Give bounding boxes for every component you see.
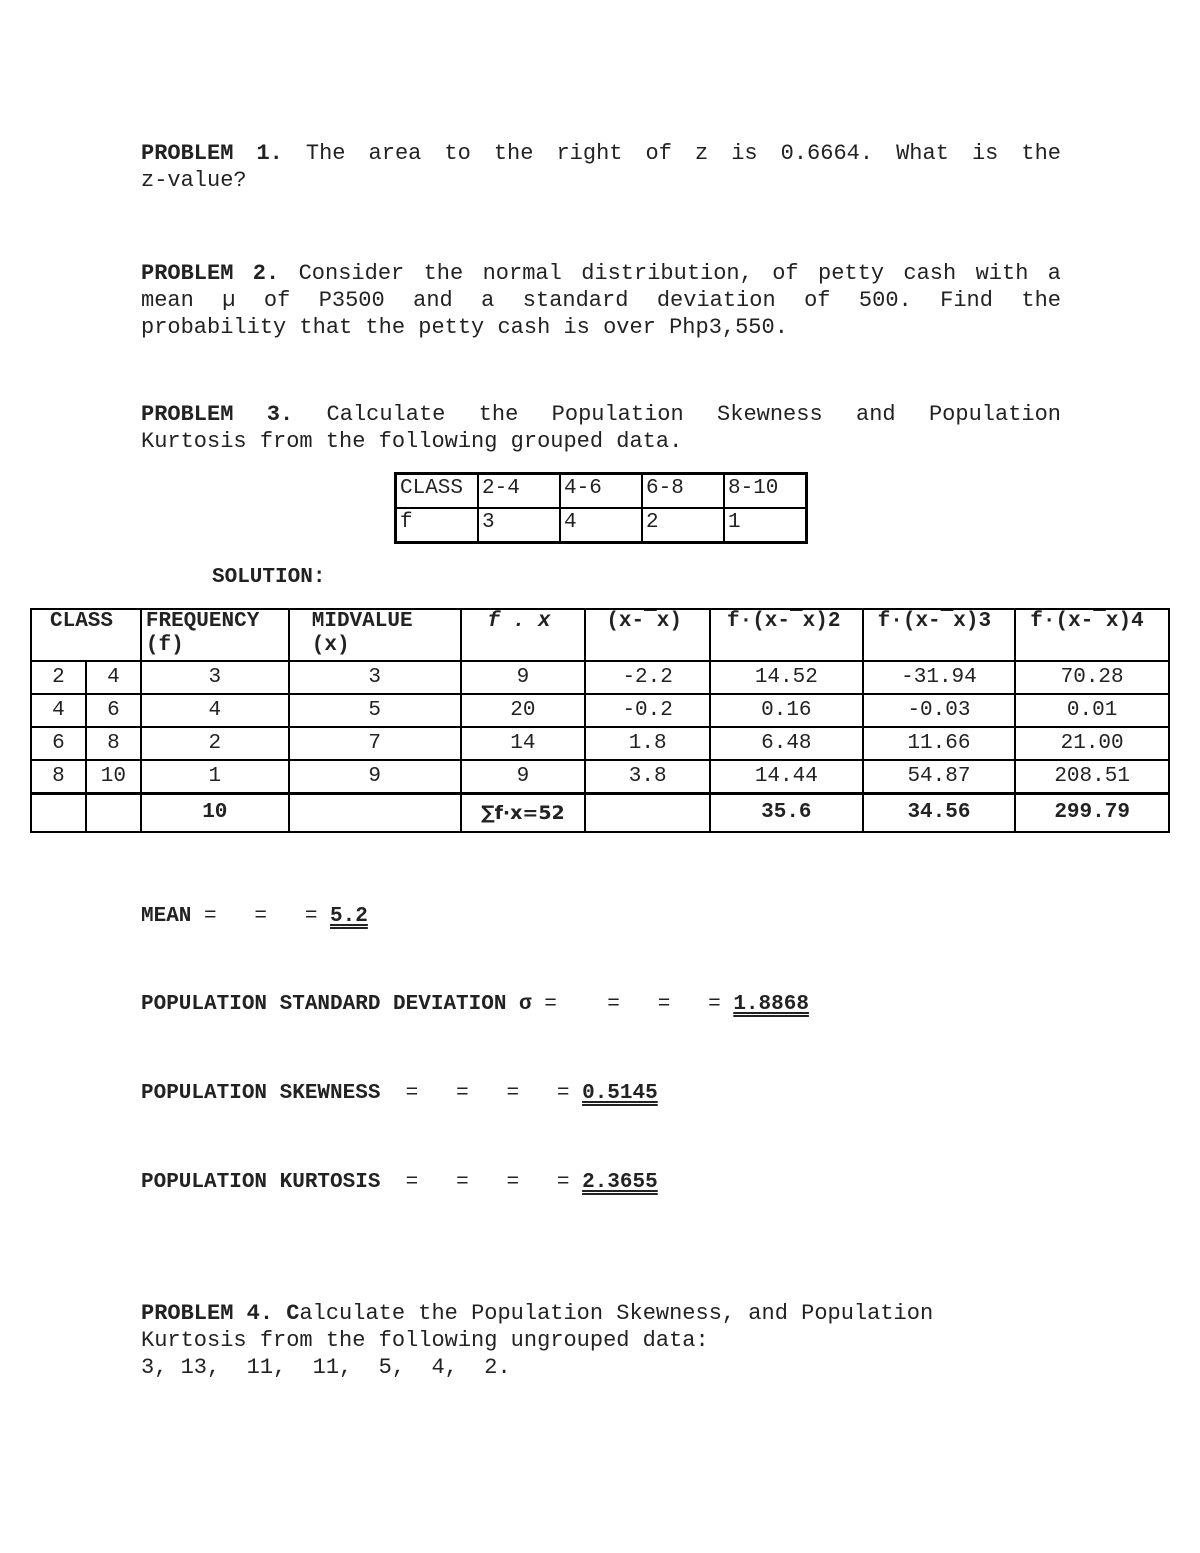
- problem-1-label: PROBLEM 1.: [141, 141, 283, 166]
- table-cell: 8: [86, 727, 141, 760]
- problem-2: [141, 260, 1061, 341]
- standard-deviation-value: 1.8868: [733, 993, 809, 1016]
- table-cell: 1.8: [585, 727, 710, 760]
- table-cell: 70.28: [1015, 661, 1169, 694]
- table-cell: 6: [86, 694, 141, 727]
- table-cell: 5: [289, 694, 461, 727]
- grouped-data-class-row: [396, 474, 807, 509]
- table-row: [31, 727, 1169, 760]
- header-fx: f . x: [461, 609, 586, 661]
- problem-3-label: PROBLEM 3.: [141, 402, 294, 427]
- table-cell: 20: [461, 694, 586, 727]
- table-cell: 34.56: [863, 794, 1016, 833]
- skewness-label: POPULATION SKEWNESS: [141, 1082, 381, 1105]
- table-cell: 1: [724, 508, 807, 543]
- totals-row: [31, 794, 1169, 833]
- table-cell: 2: [642, 508, 724, 543]
- mean-line: MEAN = = = 5.2: [141, 905, 368, 928]
- table-cell: 21.00: [1015, 727, 1169, 760]
- table-cell: -2.2: [585, 661, 710, 694]
- grouped-data-frequency-row: [396, 508, 807, 543]
- solution-heading: SOLUTION:: [212, 566, 326, 589]
- table-cell: 14.44: [710, 760, 863, 794]
- header-deviation-fourth: f·(x-¯x)4: [1015, 609, 1169, 661]
- kurtosis-value: 2.3655: [582, 1171, 658, 1194]
- problem-2-line-3: probability that the petty cash is over Php3,550.: [141, 315, 788, 340]
- table-cell: 1: [141, 760, 289, 794]
- table-cell: 7: [289, 727, 461, 760]
- kurtosis-line: POPULATION KURTOSIS = = = = 2.3655: [141, 1171, 658, 1194]
- header-deviation: (x-¯x): [585, 609, 710, 661]
- table-cell: 2: [141, 727, 289, 760]
- standard-deviation-label: POPULATION STANDARD DEVIATION σ: [141, 993, 532, 1016]
- table-cell: [585, 794, 710, 833]
- table-cell: CLASS: [396, 474, 479, 509]
- problem-1: [141, 140, 1061, 194]
- table-cell: 4: [141, 694, 289, 727]
- table-cell: 8: [31, 760, 86, 794]
- table-cell: 299.79: [1015, 794, 1169, 833]
- header-deviation-cubed: f·(x-¯x)3: [863, 609, 1016, 661]
- table-cell: 3: [478, 508, 560, 543]
- table-cell: 14.52: [710, 661, 863, 694]
- problem-4-line-2: Kurtosis from the following ungrouped data:: [141, 1328, 709, 1353]
- solution-header-row: [31, 609, 1169, 661]
- table-cell: -0.2: [585, 694, 710, 727]
- table-cell: -0.03: [863, 694, 1016, 727]
- header-class: CLASS: [31, 609, 141, 661]
- table-cell: 14: [461, 727, 586, 760]
- problem-2-label: PROBLEM 2.: [141, 261, 280, 286]
- table-cell: 2-4: [478, 474, 560, 509]
- kurtosis-label: POPULATION KURTOSIS: [141, 1171, 381, 1194]
- table-cell: 2: [31, 661, 86, 694]
- table-cell: 4: [86, 661, 141, 694]
- problem-4-line-1: PROBLEM 4. Calculate the Population Skewness, and Population: [141, 1301, 934, 1326]
- standard-deviation-line: POPULATION STANDARD DEVIATION σ = = = = 1.8868: [141, 993, 809, 1016]
- table-cell: 3.8: [585, 760, 710, 794]
- mean-value: 5.2: [330, 905, 368, 928]
- problem-2-line-1: PROBLEM 2. Consider the normal distribution, of petty cash with a: [141, 261, 1061, 286]
- grouped-data-table: [394, 472, 808, 544]
- problem-1-line-2: z-value?: [141, 168, 247, 193]
- header-frequency: FREQUENCY (f): [141, 609, 289, 661]
- problem-3-line-1: PROBLEM 3. Calculate the Population Skewness and Population: [141, 402, 1062, 427]
- table-cell: 208.51: [1015, 760, 1169, 794]
- table-cell: 9: [289, 760, 461, 794]
- table-cell: 4-6: [560, 474, 642, 509]
- table-cell: -31.94: [863, 661, 1016, 694]
- table-cell: 6-8: [642, 474, 724, 509]
- table-cell: 0.01: [1015, 694, 1169, 727]
- table-cell: 3: [141, 661, 289, 694]
- table-cell: 10: [86, 760, 141, 794]
- problem-4: [141, 1300, 1001, 1381]
- table-cell: 9: [461, 661, 586, 694]
- problem-3-line-2: Kurtosis from the following grouped data.: [141, 429, 683, 454]
- table-cell: 35.6: [710, 794, 863, 833]
- mean-label: MEAN: [141, 905, 192, 928]
- table-row: [31, 661, 1169, 694]
- table-cell: [31, 794, 86, 833]
- skewness-line: POPULATION SKEWNESS = = = = 0.5145: [141, 1082, 658, 1105]
- table-cell: 4: [31, 694, 86, 727]
- sum-fx-cell: ∑f·x=52: [461, 794, 586, 833]
- table-cell: 6.48: [710, 727, 863, 760]
- table-cell: 0.16: [710, 694, 863, 727]
- header-midvalue: MIDVALUE (x): [289, 609, 461, 661]
- table-row: [31, 694, 1169, 727]
- table-cell: f: [396, 508, 479, 543]
- problem-3: [141, 401, 1061, 455]
- skewness-value: 0.5145: [582, 1082, 658, 1105]
- problem-2-line-2: mean µ of P3500 and a standard deviation of 500. Find the: [141, 288, 1061, 313]
- problem-4-data-values: 3, 13, 11, 11, 5, 4, 2.: [141, 1355, 511, 1380]
- table-cell: 6: [31, 727, 86, 760]
- table-cell: [289, 794, 461, 833]
- table-cell: 3: [289, 661, 461, 694]
- header-deviation-squared: f·(x-¯x)2: [710, 609, 863, 661]
- solution-table: [30, 608, 1170, 833]
- table-cell: 11.66: [863, 727, 1016, 760]
- table-cell: [86, 794, 141, 833]
- table-row: [31, 760, 1169, 794]
- table-cell: 9: [461, 760, 586, 794]
- table-cell: 10: [141, 794, 289, 833]
- table-cell: 8-10: [724, 474, 807, 509]
- problem-4-label: PROBLEM 4.: [141, 1301, 274, 1326]
- problem-1-line-1: PROBLEM 1. The area to the right of z is 0.6664. What is the: [141, 141, 1061, 166]
- table-cell: 4: [560, 508, 642, 543]
- table-cell: 54.87: [863, 760, 1016, 794]
